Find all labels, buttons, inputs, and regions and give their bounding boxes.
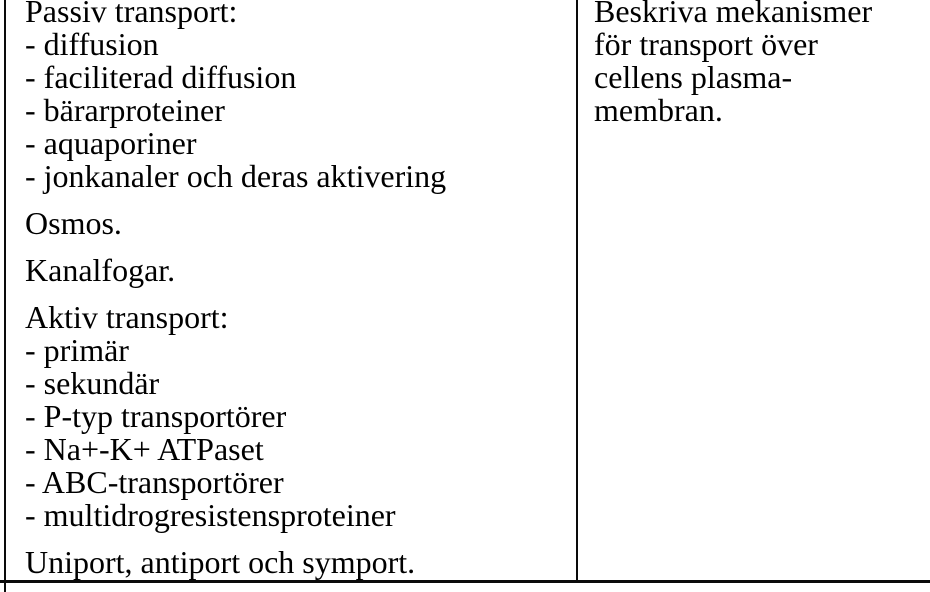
table-column-divider-line: [576, 0, 578, 583]
text-line: - ABC-transportörer: [25, 464, 284, 500]
text-line: för transport över: [594, 26, 818, 62]
text-line: Beskriva mekanismer: [594, 0, 873, 29]
text-line: - jonkanaler och deras aktivering: [25, 158, 447, 194]
text-line: Passiv transport:: [25, 0, 238, 29]
paragraph-goal: [594, 0, 924, 127]
paragraph-kanalfogar: [25, 254, 570, 287]
table-cell-goal: [594, 0, 924, 127]
text-line: - multidrogresistensproteiner: [25, 497, 396, 533]
text-line: Aktiv transport:: [25, 299, 229, 335]
table-row-bottom-border-line: [0, 580, 930, 583]
paragraph-aktiv-transport: [25, 301, 570, 532]
text-line: - Na+-K+ ATPaset: [25, 431, 264, 467]
paragraph-passiv-transport: [25, 0, 570, 193]
text-line: Uniport, antiport och symport.: [25, 544, 416, 580]
text-line: - faciliterad diffusion: [25, 59, 297, 95]
paragraph-osmos: [25, 207, 570, 240]
paragraph-uniport: [25, 546, 570, 579]
text-line: - P-typ transportörer: [25, 398, 287, 434]
text-line: - sekundär: [25, 365, 160, 401]
table-cell-topics: [25, 0, 570, 579]
text-line: - aquaporiner: [25, 125, 197, 161]
text-line: - bärarproteiner: [25, 92, 225, 128]
text-line: membran.: [594, 92, 723, 128]
text-line: cellens plasma-: [594, 59, 793, 95]
text-line: Kanalfogar.: [25, 252, 176, 288]
table-left-border-line: [4, 0, 6, 592]
text-line: Osmos.: [25, 205, 122, 241]
text-line: - diffusion: [25, 26, 159, 62]
text-line: - primär: [25, 332, 129, 368]
